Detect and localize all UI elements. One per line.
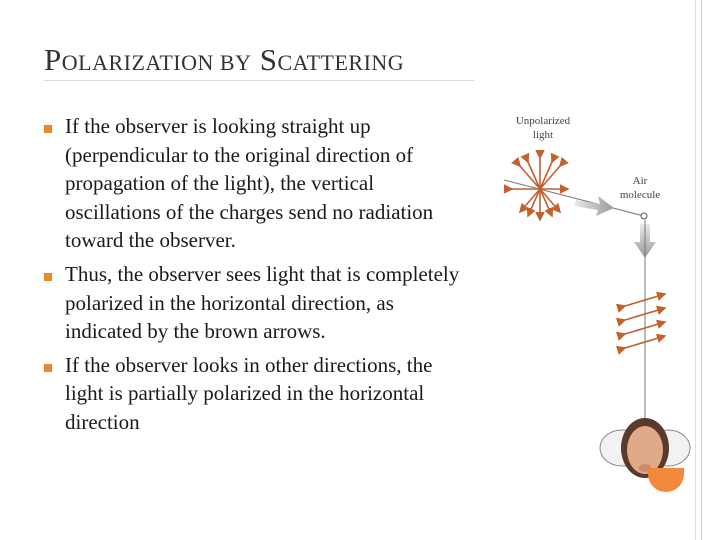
title-underline [44, 80, 474, 81]
air-molecule-icon [641, 213, 647, 219]
bullet-text: Thus, the observer sees light that is completely polarized in the horizontal direction, as indicated by the brown arrows. [65, 261, 460, 344]
bullet-item [44, 260, 464, 346]
unpolarized-label-2: light [532, 129, 554, 141]
title-rest-1: OLARIZATION BY [61, 50, 252, 75]
slide-title [44, 42, 404, 78]
air-label-1: Air [632, 175, 648, 187]
bullet-list [44, 112, 464, 442]
bullet-text: If the observer is looking straight up (perpendicular to the original direction of propagation of the light), the vertical oscillations of the charges send no radiation toward the observer. [65, 114, 434, 253]
bullet-text: If the observer looks in other directions, the light is partially polarized in the horizontal direction [65, 352, 433, 434]
polarization-figure [498, 108, 708, 518]
title-cap-2: S [259, 42, 278, 77]
title-rest-2: CATTERING [277, 50, 405, 75]
bullet-marker [44, 125, 52, 133]
bullet-marker [44, 273, 52, 281]
title-cap-1: P [44, 42, 62, 77]
unpolarized-star-icon [512, 158, 568, 220]
bullet-marker [44, 364, 52, 372]
propagation-arrow-icon [574, 196, 614, 216]
bullet-item [44, 351, 464, 437]
unpolarized-label-1: Unpolarized [515, 115, 571, 127]
air-label-2: molecule [619, 189, 661, 201]
bullet-item [44, 112, 464, 255]
